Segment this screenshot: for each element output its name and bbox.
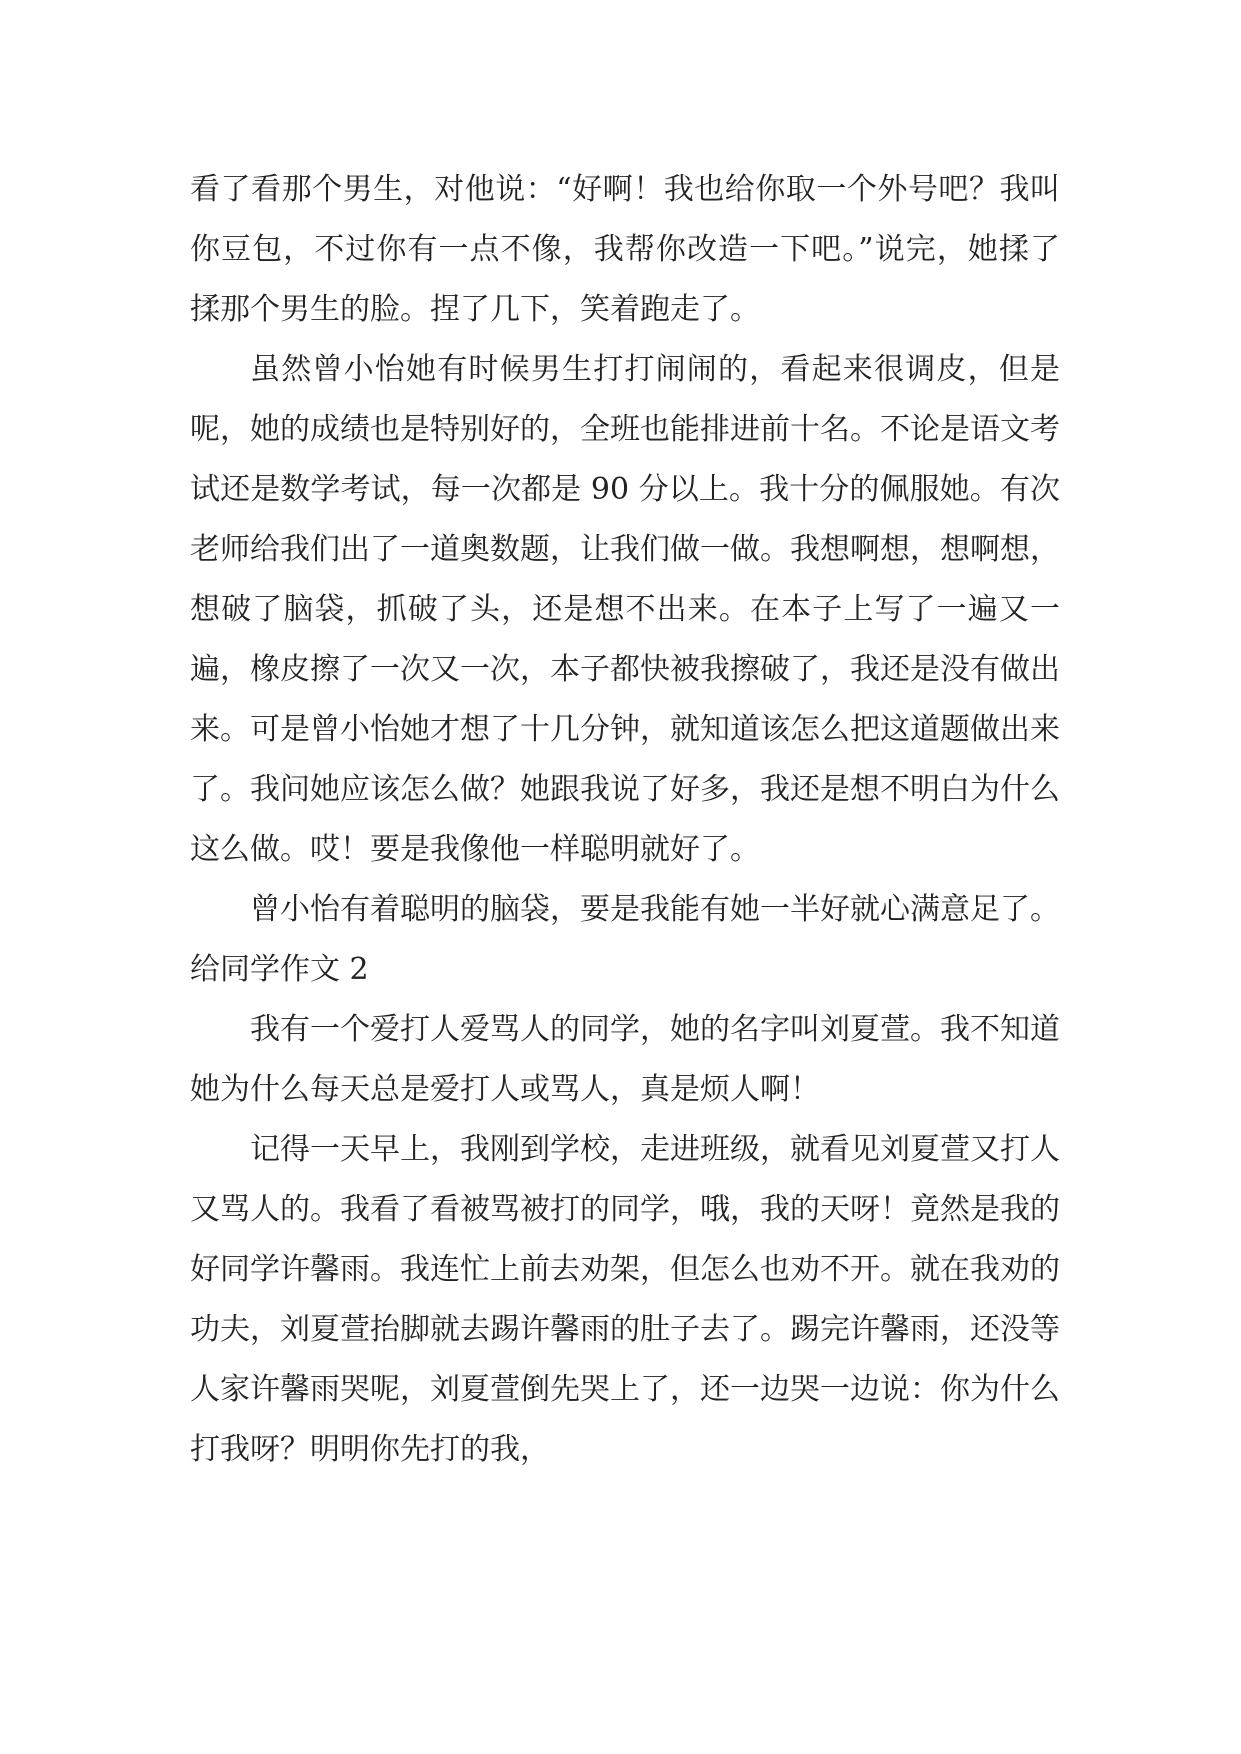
paragraph-story-2: 记得一天早上，我刚到学校，走进班级，就看见刘夏萱又打人又骂人的。我看了看被骂被打的同学，哦，我的天呀！竟然是我的好同学许馨雨。我连忙上前去劝架，但怎么也劝不开。就在我劝的功夫，刘夏萱抬脚就去踢许馨雨的肚子去了。踢完许馨雨，还没等人家许馨雨哭呢，刘夏萱倒先哭上了，还一边哭一边说：你为什么打我呀？明明你先打的我， <box>190 1132 1060 1467</box>
document-body <box>190 160 1060 1480</box>
paragraph-conclusion: 曾小怡有着聪明的脑袋，要是我能有她一半好就心满意足了。 <box>250 892 1060 927</box>
paragraph-classmate-grades: 虽然曾小怡她有时候男生打打闹闹的，看起来很调皮，但是呢，她的成绩也是特别好的，全班也能排进前十名。不论是语文考试还是数学考试，每一次都是 90 分以上。我十分的佩服她。有次老师给我们出了一道奥数题，让我们做一做。我想啊想，想啊想，想破了脑袋，抓破了头，还是想不出来。在本子上写了一遍又一遍，橡皮擦了一次又一次，本子都快被我擦破了，我还是没有做出来。可是曾小怡她才想了十几分钟，就知道该怎么把这道题做出来了。我问她应该怎么做？她跟我说了好多，我还是想不明白为什么这么做。哎！要是我像他一样聪明就好了。 <box>190 352 1060 867</box>
essay-heading: 给同学作文 2 <box>190 952 369 987</box>
paragraph-continuation: 看了看那个男生，对他说：“好啊！我也给你取一个外号吧？我叫你豆包，不过你有一点不像，我帮你改造一下吧。”说完，她揉了揉那个男生的脸。捏了几下，笑着跑走了。 <box>190 172 1060 327</box>
paragraph-intro-2: 我有一个爱打人爱骂人的同学，她的名字叫刘夏萱。我不知道她为什么每天总是爱打人或骂人，真是烦人啊！ <box>190 1012 1060 1107</box>
